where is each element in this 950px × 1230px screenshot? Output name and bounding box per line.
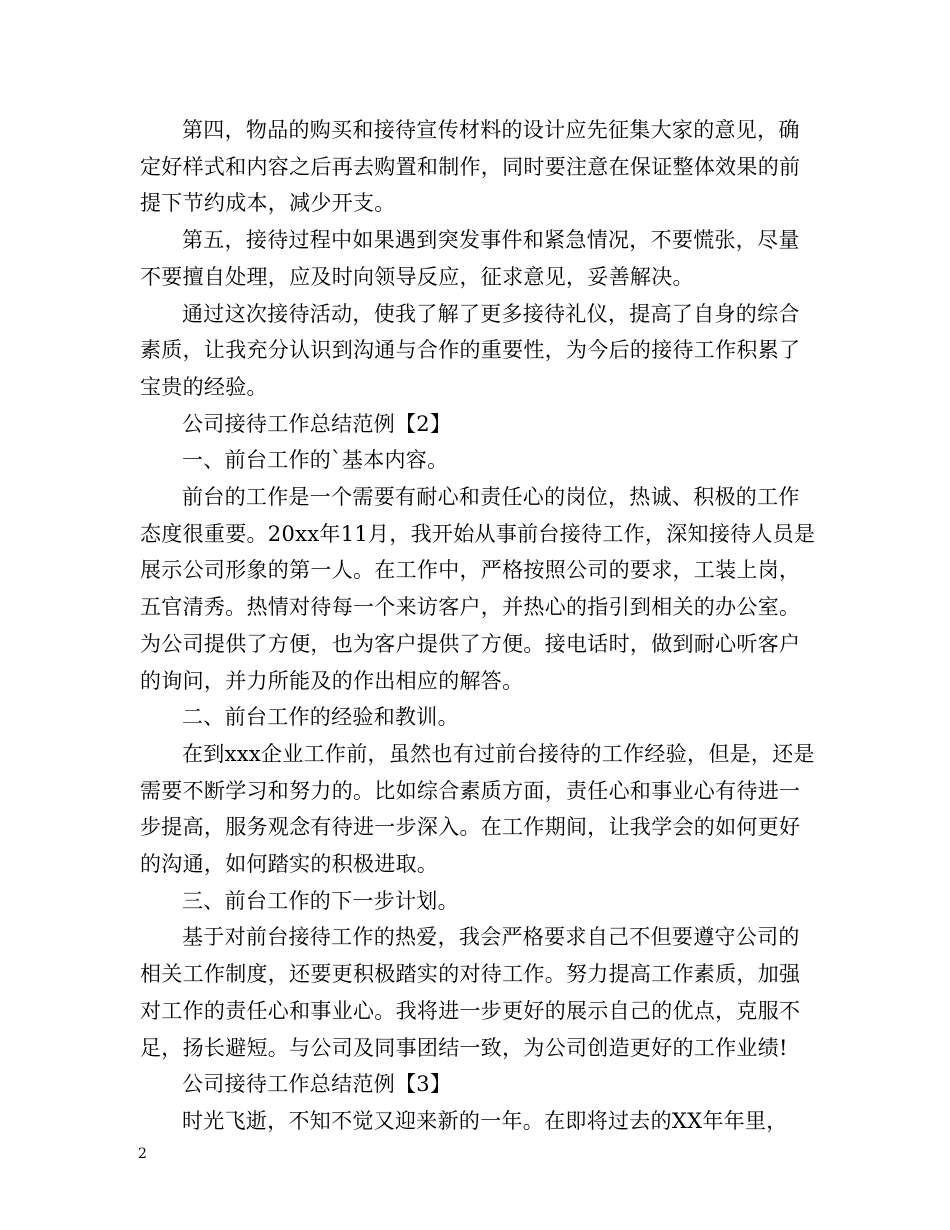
section-heading: 公司接待工作总结范例【3】	[182, 1072, 452, 1097]
subsection-heading: 二、前台工作的经验和教训。	[182, 705, 459, 730]
document-body	[140, 112, 820, 1140]
subsection-heading: 三、前台工作的下一步计划。	[182, 888, 459, 913]
paragraph: 时光飞逝，不知不觉又迎来新的一年。在即将过去的XX年年里，	[182, 1108, 788, 1133]
paragraph: 在到xxx企业工作前，虽然也有过前台接待的工作经验，但是，还是需要不断学习和努力的。比如综合素质方面，责任心和事业心有待进一步提高，服务观念有待进一步深入。在工作期间，让我学会的如何更好的沟通，如何踏实的积极进取。	[140, 741, 815, 877]
paragraph: 通过这次接待活动，使我了解了更多接待礼仪，提高了自身的综合素质，让我充分认识到沟通与合作的重要性，为今后的接待工作积累了宝贵的经验。	[140, 301, 801, 399]
subsection-heading: 一、前台工作的`基本内容。	[182, 448, 449, 473]
paragraph: 第四，物品的购买和接待宣传材料的设计应先征集大家的意见，确定好样式和内容之后再去购置和制作，同时要注意在保证整体效果的前提下节约成本，减少开支。	[140, 118, 801, 216]
paragraph: 第五，接待过程中如果遇到突发事件和紧急情况，不要慌张，尽量不要擅自处理，应及时向领导反应，征求意见，妥善解决。	[140, 228, 800, 289]
paragraph: 前台的工作是一个需要有耐心和责任心的岗位，热诚、积极的工作态度很重要。20xx年11月，我开始从事前台接待工作，深知接待人员是展示公司形象的第一人。在工作中，严格按照公司的要求，工装上岗，五官清秀。热情对待每一个来访客户，并热心的指引到相关的办公室。为公司提供了方便，也为客户提供了方便。接电话时，做到耐心听客户的询问，并力所能及的作出相应的解答。	[140, 485, 816, 693]
paragraph: 基于对前台接待工作的热爱，我会严格要求自己不但要遵守公司的相关工作制度，还要更积极踏实的对待工作。努力提高工作素质，加强对工作的责任心和事业心。我将进一步更好的展示自己的优点，克服不足，扬长避短。与公司及同事团结一致，为公司创造更好的工作业绩!	[140, 925, 801, 1060]
page-number: 2	[138, 1146, 147, 1162]
section-heading: 公司接待工作总结范例【2】	[182, 411, 452, 436]
